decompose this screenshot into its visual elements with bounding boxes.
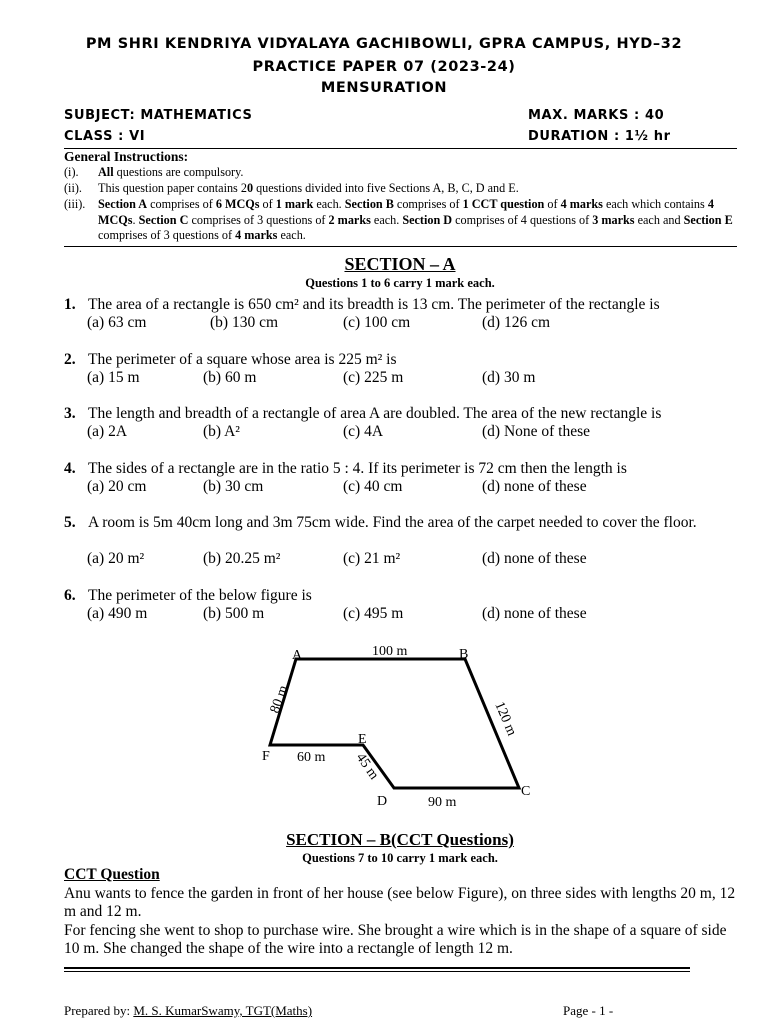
question-2-option-c: (c) 225 m bbox=[343, 369, 404, 386]
question-6-option-c: (c) 495 m bbox=[343, 605, 404, 622]
footer-rule-bottom bbox=[64, 971, 690, 972]
instruction-text bbox=[98, 197, 738, 244]
question-3-option-d: (d) None of these bbox=[482, 423, 591, 440]
vertex-c-label: C bbox=[521, 784, 531, 799]
instructions-title: General Instructions: bbox=[64, 149, 189, 164]
instruction-bold-text: Section B bbox=[344, 197, 394, 211]
question-number: 2. bbox=[64, 351, 76, 368]
cct-heading: CCT Question bbox=[64, 866, 160, 883]
footer-prepared bbox=[64, 1003, 312, 1019]
instruction-plain-text: comprises of bbox=[393, 197, 463, 211]
question-2-option-d: (d) 30 m bbox=[482, 369, 536, 386]
instruction-bold-text: 1 CCT question bbox=[462, 197, 545, 211]
question-number: 1. bbox=[64, 296, 76, 313]
instruction-bold-text: Section E bbox=[683, 212, 733, 227]
question-1-option-a: (a) 63 cm bbox=[87, 314, 147, 331]
instruction-bold-text: Section A bbox=[98, 197, 148, 211]
question-number: 6. bbox=[64, 587, 76, 604]
question-text: The length and breadth of a rectangle of area A are doubled. The area of the new rectangle is bbox=[88, 405, 662, 422]
instruction-plain-text: of bbox=[259, 197, 276, 211]
question-2-option-b: (b) 60 m bbox=[203, 369, 257, 386]
question-3-option-a: (a) 2A bbox=[87, 423, 128, 440]
instruction-plain-text: comprises of bbox=[147, 197, 216, 211]
instruction-bold-text: 4 MCQs bbox=[98, 197, 714, 227]
section-a-subtitle: Questions 1 to 6 carry 1 mark each. bbox=[305, 276, 495, 290]
question-text: The sides of a rectangle are in the ratio 5 : 4. If its perimeter is 72 cm then the length is bbox=[88, 460, 627, 477]
question-4-option-a: (a) 20 cm bbox=[87, 478, 147, 495]
instruction-number: (iii). bbox=[64, 197, 86, 211]
side-cd-label: 90 m bbox=[428, 795, 457, 810]
instruction-bold-text: 6 MCQs bbox=[215, 197, 260, 211]
vertex-d-label: D bbox=[377, 794, 388, 809]
question-text: A room is 5m 40cm long and 3m 75cm wide. Find the area of the carpet needed to cover the floor. bbox=[88, 514, 697, 531]
instruction-number: (i). bbox=[64, 165, 79, 179]
max-marks-label: MAX. MARKS : 40 bbox=[528, 108, 665, 123]
vertex-b-label: B bbox=[459, 647, 469, 662]
instruction-plain-text: questions divided into five Sections A, B, C, D and E. bbox=[253, 181, 519, 195]
instruction-bold-text: 2 marks bbox=[328, 212, 371, 227]
question-3-option-c: (c) 4A bbox=[343, 423, 384, 440]
section-a-title: SECTION – A bbox=[344, 254, 456, 274]
question-1-option-b: (b) 130 cm bbox=[210, 314, 279, 331]
vertex-f-label: F bbox=[262, 749, 270, 764]
question-1-option-c: (c) 100 cm bbox=[343, 314, 411, 331]
figure-outline bbox=[267, 659, 519, 788]
footer-page-number: Page - 1 - bbox=[563, 1003, 614, 1018]
question-5-option-a: (a) 20 m² bbox=[87, 550, 145, 567]
instruction-plain-text: each. bbox=[313, 197, 345, 211]
school-name: PM SHRI KENDRIYA VIDYALAYA GACHIBOWLI, GPRA CAMPUS, HYD–32 bbox=[85, 36, 683, 52]
question-number: 3. bbox=[64, 405, 76, 422]
instruction-plain-text: comprises of 3 questions of bbox=[98, 228, 236, 242]
question-6-option-a: (a) 490 m bbox=[87, 605, 148, 622]
footer-author: M. S. KumarSwamy, TGT(Maths) bbox=[133, 1003, 313, 1018]
class-label: CLASS : VI bbox=[64, 129, 146, 144]
instruction-text bbox=[98, 165, 738, 181]
instruction-plain-text: each which contains bbox=[602, 197, 708, 211]
side-fa-label: 80 m bbox=[267, 683, 292, 716]
vertex-a-label: A bbox=[292, 648, 303, 663]
question-number: 4. bbox=[64, 460, 76, 477]
instruction-plain-text: . bbox=[132, 212, 139, 227]
question-3-option-b: (b) A² bbox=[203, 423, 240, 440]
section-b-subtitle: Questions 7 to 10 carry 1 mark each. bbox=[302, 851, 498, 865]
question-text: The area of a rectangle is 650 cm² and its breadth is 13 cm. The perimeter of the rectangle is bbox=[88, 296, 660, 313]
instruction-bold-text: All bbox=[98, 165, 114, 179]
instruction-bold-text: Section C bbox=[138, 212, 189, 227]
instruction-plain-text: comprises of 4 questions of bbox=[452, 212, 593, 227]
footer-rule-top bbox=[64, 967, 690, 969]
question-4-option-d: (d) none of these bbox=[482, 478, 587, 495]
instruction-plain-text: questions are compulsory. bbox=[113, 165, 244, 179]
instruction-bold-text: 1 mark bbox=[275, 197, 314, 211]
instruction-plain-text: each and bbox=[634, 212, 684, 227]
question-text: The perimeter of the below figure is bbox=[88, 587, 312, 604]
instructions-divider bbox=[64, 246, 737, 247]
section-b-title: SECTION – B(CCT Questions) bbox=[286, 830, 514, 849]
question-5-option-c: (c) 21 m² bbox=[343, 550, 401, 567]
side-de-label: 45 m bbox=[352, 750, 382, 783]
instruction-number: (ii). bbox=[64, 181, 82, 195]
paper-title: PRACTICE PAPER 07 (2023-24) bbox=[252, 59, 516, 75]
instruction-bold-text: Section D bbox=[402, 212, 453, 227]
subject-label: SUBJECT: MATHEMATICS bbox=[64, 108, 253, 123]
footer-prepared-label: Prepared by: bbox=[64, 1003, 134, 1018]
topic-title: MENSURATION bbox=[320, 80, 448, 96]
instruction-plain-text: comprises of 3 questions of bbox=[188, 212, 329, 227]
side-ab-label: 100 m bbox=[372, 644, 408, 659]
instruction-plain-text: each. bbox=[277, 228, 306, 242]
instruction-bold-text: 3 marks bbox=[592, 212, 635, 227]
instruction-plain-text: This question paper contains 2 bbox=[98, 181, 247, 195]
question-text: The perimeter of a square whose area is 225 m² is bbox=[88, 351, 397, 368]
duration-label: DURATION : 1½ hr bbox=[528, 129, 671, 144]
question-5-option-d: (d) none of these bbox=[482, 550, 587, 567]
question-6-option-d: (d) none of these bbox=[482, 605, 587, 622]
cct-paragraph-2: For fencing she went to shop to purchase wire. She brought a wire which is in the shape of a square of side 10 m. She changed the shape of the wire into a rectangle of length 12 m. bbox=[64, 922, 727, 957]
question-1-option-d: (d) 126 cm bbox=[482, 314, 551, 331]
instruction-text bbox=[98, 181, 738, 197]
question-4-option-b: (b) 30 cm bbox=[203, 478, 264, 495]
question-6-option-b: (b) 500 m bbox=[203, 605, 265, 622]
cct-paragraph-1: Anu wants to fence the garden in front of her house (see below Figure), on three sides with lengths 20 m, 12 m and 12 m. bbox=[64, 885, 736, 920]
question-5-option-b: (b) 20.25 m² bbox=[203, 550, 281, 567]
instruction-bold-text: 0 bbox=[246, 181, 254, 195]
polygon-figure bbox=[250, 638, 550, 814]
question-2-option-a: (a) 15 m bbox=[87, 369, 140, 386]
instruction-bold-text: 4 marks bbox=[560, 197, 603, 211]
side-bc-label: 120 m bbox=[491, 699, 519, 739]
instruction-plain-text: each. bbox=[370, 212, 403, 227]
instruction-bold-text: 4 marks bbox=[235, 228, 278, 242]
instruction-plain-text: of bbox=[544, 197, 561, 211]
question-4-option-c: (c) 40 cm bbox=[343, 478, 403, 495]
side-ef-label: 60 m bbox=[297, 750, 326, 765]
vertex-e-label: E bbox=[358, 732, 367, 747]
question-number: 5. bbox=[64, 514, 76, 531]
